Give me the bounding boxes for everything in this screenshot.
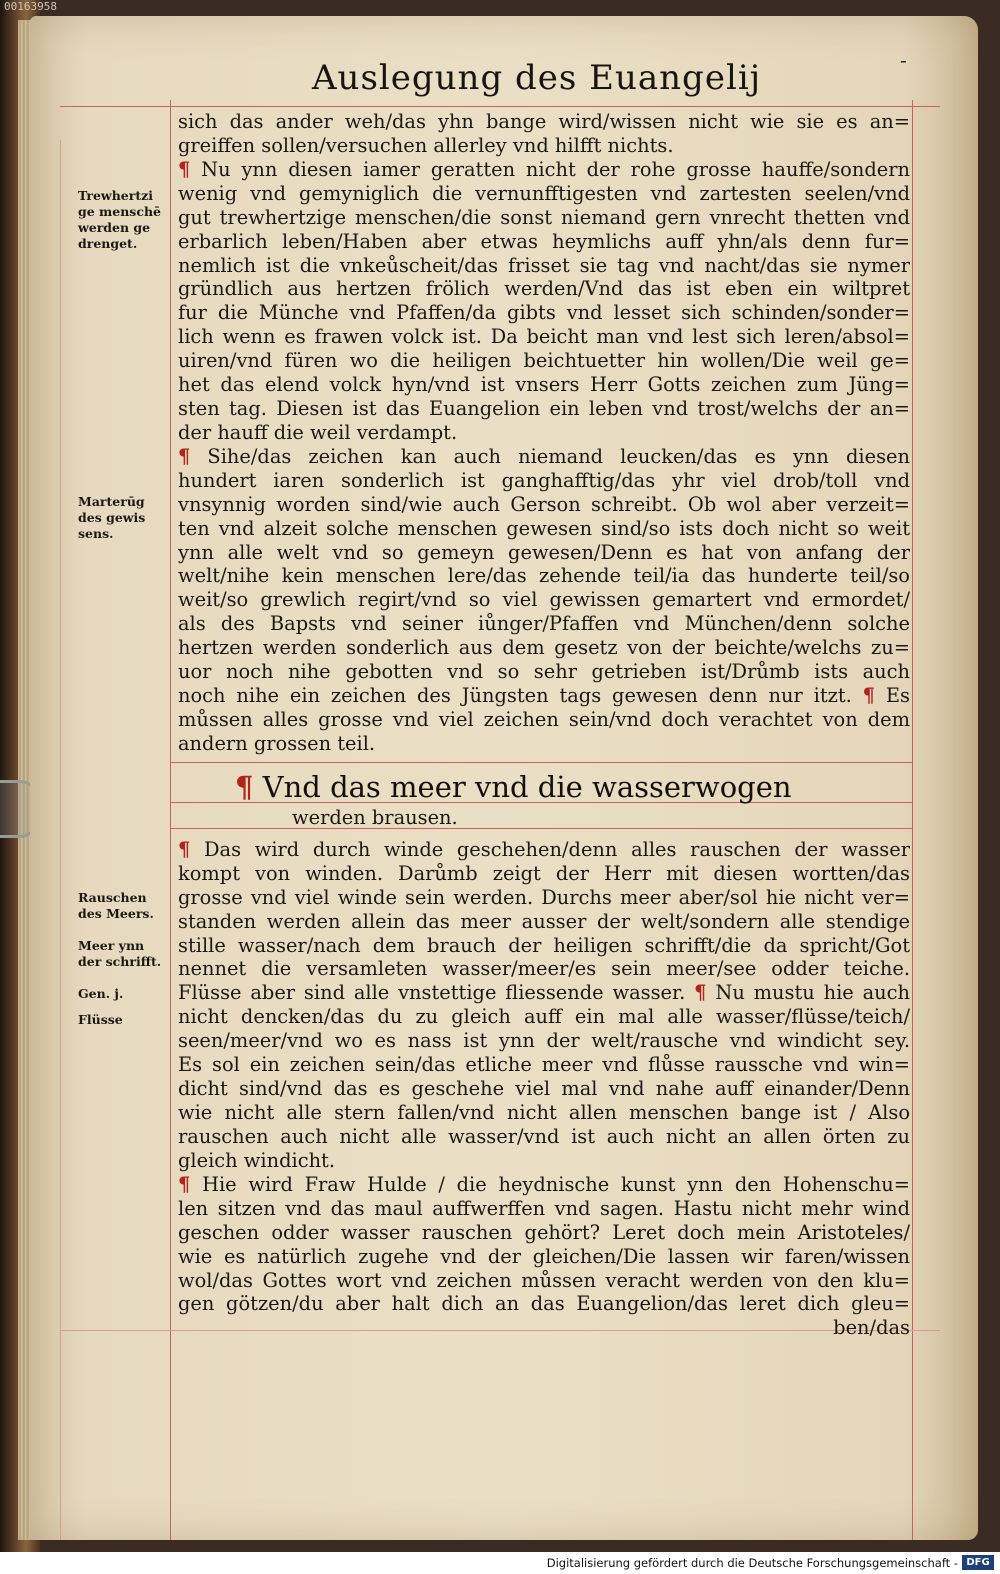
margin-note-line: der schrifft. bbox=[78, 954, 162, 969]
margin-note-line: des Meers. bbox=[78, 906, 154, 921]
text-block-1 bbox=[178, 110, 910, 158]
text-line: welt/nihe kein menschen lere/das zehende teil/ia das hunderte teil/so bbox=[178, 564, 910, 588]
paragraph-mark: ¶ bbox=[178, 838, 191, 861]
text-line: hundert iaren sonderlich ist ganghafftig/das yhr viel drob/toll vnd bbox=[178, 468, 910, 492]
text-line: můssen alles grosse vnd viel zeichen sein/vnd doch verachtet von dem bbox=[178, 707, 910, 731]
text-line: nennet die versamleten wasser/meer/es sein meer/see odder teiche. bbox=[178, 957, 910, 981]
text-line: gut trewhertzige menschen/die sonst niemand gern vnrecht thetten vnd bbox=[178, 205, 910, 229]
text-line: stille wasser/nach dem brauch der heiligen schrifft/die da spricht/Got bbox=[178, 933, 910, 957]
margin-note-line: ge menschē bbox=[78, 204, 162, 219]
text-line: kompt von winden. Darůmb zeigt der Herr mit diesen wortten/das bbox=[178, 861, 910, 885]
text-block-5 bbox=[178, 1173, 910, 1340]
catchword: ben/das bbox=[833, 1316, 910, 1340]
text-line: seen/meer/vnd wo es nass ist ynn der welt/rausche vnd windicht sey. bbox=[178, 1029, 910, 1053]
section-heading: ¶ Vnd das meer vnd die wasserwogen bbox=[235, 770, 792, 804]
scan-id: 00163958 bbox=[4, 0, 57, 13]
paragraph-mark: ¶ bbox=[235, 770, 254, 804]
dfg-logo: DFG bbox=[962, 1555, 994, 1570]
text-line: dicht sind/vnd das es geschehe viel mal vnd nahe auff einander/Denn bbox=[178, 1076, 910, 1100]
text-line: rauschen auch nicht alle wasser/vnd ist auch nicht an allen örten zu bbox=[178, 1124, 910, 1148]
text-line: als des Bapsts vnd seiner iůnger/Pfaffen vnd München/denn solche bbox=[178, 612, 910, 636]
margin-note-line: werden ge bbox=[78, 220, 151, 235]
footer-credit: Digitalisierung gefördert durch die Deutsche Forschungsgemeinschaft - bbox=[546, 1556, 958, 1570]
section-subheading: werden brausen. bbox=[292, 806, 458, 829]
margin-note-line: Marterūg bbox=[78, 494, 145, 509]
text-line: vnsynnig worden sind/wie auch Gerson schreibt. Ob wol aber verzeit= bbox=[178, 492, 910, 516]
text-line: gen götzen/du aber halt dich an das Euangelion/das leret dich gleu= bbox=[178, 1292, 910, 1316]
text-line: nemlich ist die vnkeůscheit/das frisset sie tag vnd nacht/das sie nymer bbox=[178, 253, 910, 277]
text-line: ¶ Hie wird Fraw Hulde / die heydnische kunst ynn den Hohenschu= bbox=[178, 1173, 910, 1196]
paragraph-mark: ¶ bbox=[178, 158, 191, 181]
text-line: sich das ander weh/das yhn bange wird/wissen nicht wie sie es an= bbox=[178, 110, 910, 133]
margin-note-meer bbox=[78, 938, 170, 970]
margin-note-trewhertzige bbox=[78, 188, 170, 252]
margin-note-marterung bbox=[78, 494, 170, 542]
text-line: uiren/vnd füren wo die heiligen beichtuetter hin wollen/Die weil ge= bbox=[178, 349, 910, 373]
text-line: grosse vnd viel winde sein werden. Durchs meer aber/sol hie nicht ver= bbox=[178, 885, 910, 909]
text-line: noch nihe ein zeichen des Jüngsten tags gewesen denn nur itzt. ¶ Es bbox=[178, 683, 910, 707]
running-head: Auslegung des Euangelij bbox=[312, 58, 762, 98]
text-line: der hauff die weil verdampt. bbox=[178, 420, 458, 444]
text-line: andern grossen teil. bbox=[178, 731, 376, 755]
text-line: ¶ Das wird durch winde geschehen/denn alles rauschen der wasser bbox=[178, 838, 910, 861]
text-line: standen werden allein das meer ausser der welt/sondern alle stendige bbox=[178, 909, 910, 933]
rule-top bbox=[60, 106, 940, 107]
text-line: wol/das Gottes wort vnd zeichen můssen veracht werden von den klu= bbox=[178, 1268, 910, 1292]
margin-note-line: Meer ynn bbox=[78, 938, 145, 953]
rule-margin-right bbox=[912, 100, 913, 1540]
text-line: wie es natürlich zugehe vnd der gleichen/Die lassen wir faren/wissen bbox=[178, 1244, 910, 1268]
paragraph-mark: ¶ bbox=[694, 981, 707, 1005]
margin-note-fluesse: Flüsse bbox=[78, 1012, 123, 1027]
text-line: ten vnd alzeit solche menschen gewesen sind/so ists doch nicht so weit bbox=[178, 516, 910, 540]
margin-note-line: Trewhertzi bbox=[78, 188, 153, 203]
text-line: ynn alle welt vnd so gemeyn gewesen/Denn es hat von anfang der bbox=[178, 540, 910, 564]
text-line: Flüsse aber sind alle vnstettige fliessende wasser. ¶ Nu mustu hie auch bbox=[178, 981, 910, 1005]
paragraph-mark: ¶ bbox=[178, 445, 191, 468]
text-line: len sitzen vnd das maul auffwerffen vnd sagen. Hastu nicht mehr wind bbox=[178, 1196, 910, 1220]
text-line: weit/so grewlich regirt/vnd so viel gewissen gemartert vnd ermordet/ bbox=[178, 588, 910, 612]
text-line: lich wenn es frawen volck ist. Da beicht man vnd lest sich leren/absol= bbox=[178, 325, 910, 349]
text-block-3 bbox=[178, 445, 910, 756]
paragraph-mark: ¶ bbox=[862, 683, 876, 707]
text-line: sten tag. Diesen ist das Euangelion ein leben vnd trost/welchs der an= bbox=[178, 396, 910, 420]
footer-bar bbox=[0, 1552, 1000, 1574]
margin-note-rauschen bbox=[78, 890, 170, 922]
margin-note-line: drenget. bbox=[78, 236, 138, 251]
rule-section-top bbox=[170, 762, 912, 763]
margin-note-gen: Gen. j. bbox=[78, 986, 124, 1001]
text-line: gleich windicht. bbox=[178, 1148, 336, 1172]
rule-margin-left bbox=[170, 100, 171, 1540]
text-line: wie nicht alle stern fallen/vnd nicht allen menschen bange ist / Also bbox=[178, 1100, 910, 1124]
margin-note-line: sens. bbox=[78, 526, 114, 541]
corner-mark: - bbox=[900, 48, 907, 72]
text-line: geschen odder wasser rauschen gehört? Leret doch mein Aristoteles/ bbox=[178, 1220, 910, 1244]
text-line: uor noch nihe gebotten vnd so sehr getrieben ist/Drůmb ists auch bbox=[178, 660, 910, 684]
text-line: fur die Münche vnd Pfaffen/da gibts vnd lesset sich schinden/sonder= bbox=[178, 301, 910, 325]
text-line: greiffen sollen/versuchen allerley vnd hilfft nichts. bbox=[178, 133, 674, 157]
margin-note-line: Rauschen bbox=[78, 890, 147, 905]
text-line: nicht dencken/das du zu gleich auff ein mal alle wasser/flüsse/teich/ bbox=[178, 1005, 910, 1029]
text-block-2 bbox=[178, 158, 910, 445]
text-line: ¶ Nu ynn diesen iamer geratten nicht der rohe grosse hauffe/sondern bbox=[178, 158, 910, 181]
rule-section-bottom bbox=[170, 828, 912, 829]
text-line: hertzen werden sonderlich aus dem gesetz von der beichte/welchs zu= bbox=[178, 636, 910, 660]
paragraph-mark: ¶ bbox=[178, 1173, 191, 1196]
text-line: wenig vnd gemyniglich die vernunfftigesten vnd zartesten seelen/vnd bbox=[178, 181, 910, 205]
text-line: het das elend volck hyn/vnd ist vnsers Herr Gotts zeichen zum Jüng= bbox=[178, 373, 910, 397]
text-line: Es sol ein zeichen sein/das etliche meer vnd flůsse raussche vnd win= bbox=[178, 1053, 910, 1077]
text-line: erbarlich leben/Haben aber etwas heymlichs auff yhn/als denn fur= bbox=[178, 229, 910, 253]
margin-note-line: des gewis bbox=[78, 510, 146, 525]
text-line: ¶ Sihe/das zeichen kan auch niemand leucken/das es ynn diesen bbox=[178, 445, 910, 468]
text-block-4 bbox=[178, 838, 910, 1172]
text-line: gründlich aus hertzen frölich werden/Vnd das ist eben ein wiltpret bbox=[178, 277, 910, 301]
